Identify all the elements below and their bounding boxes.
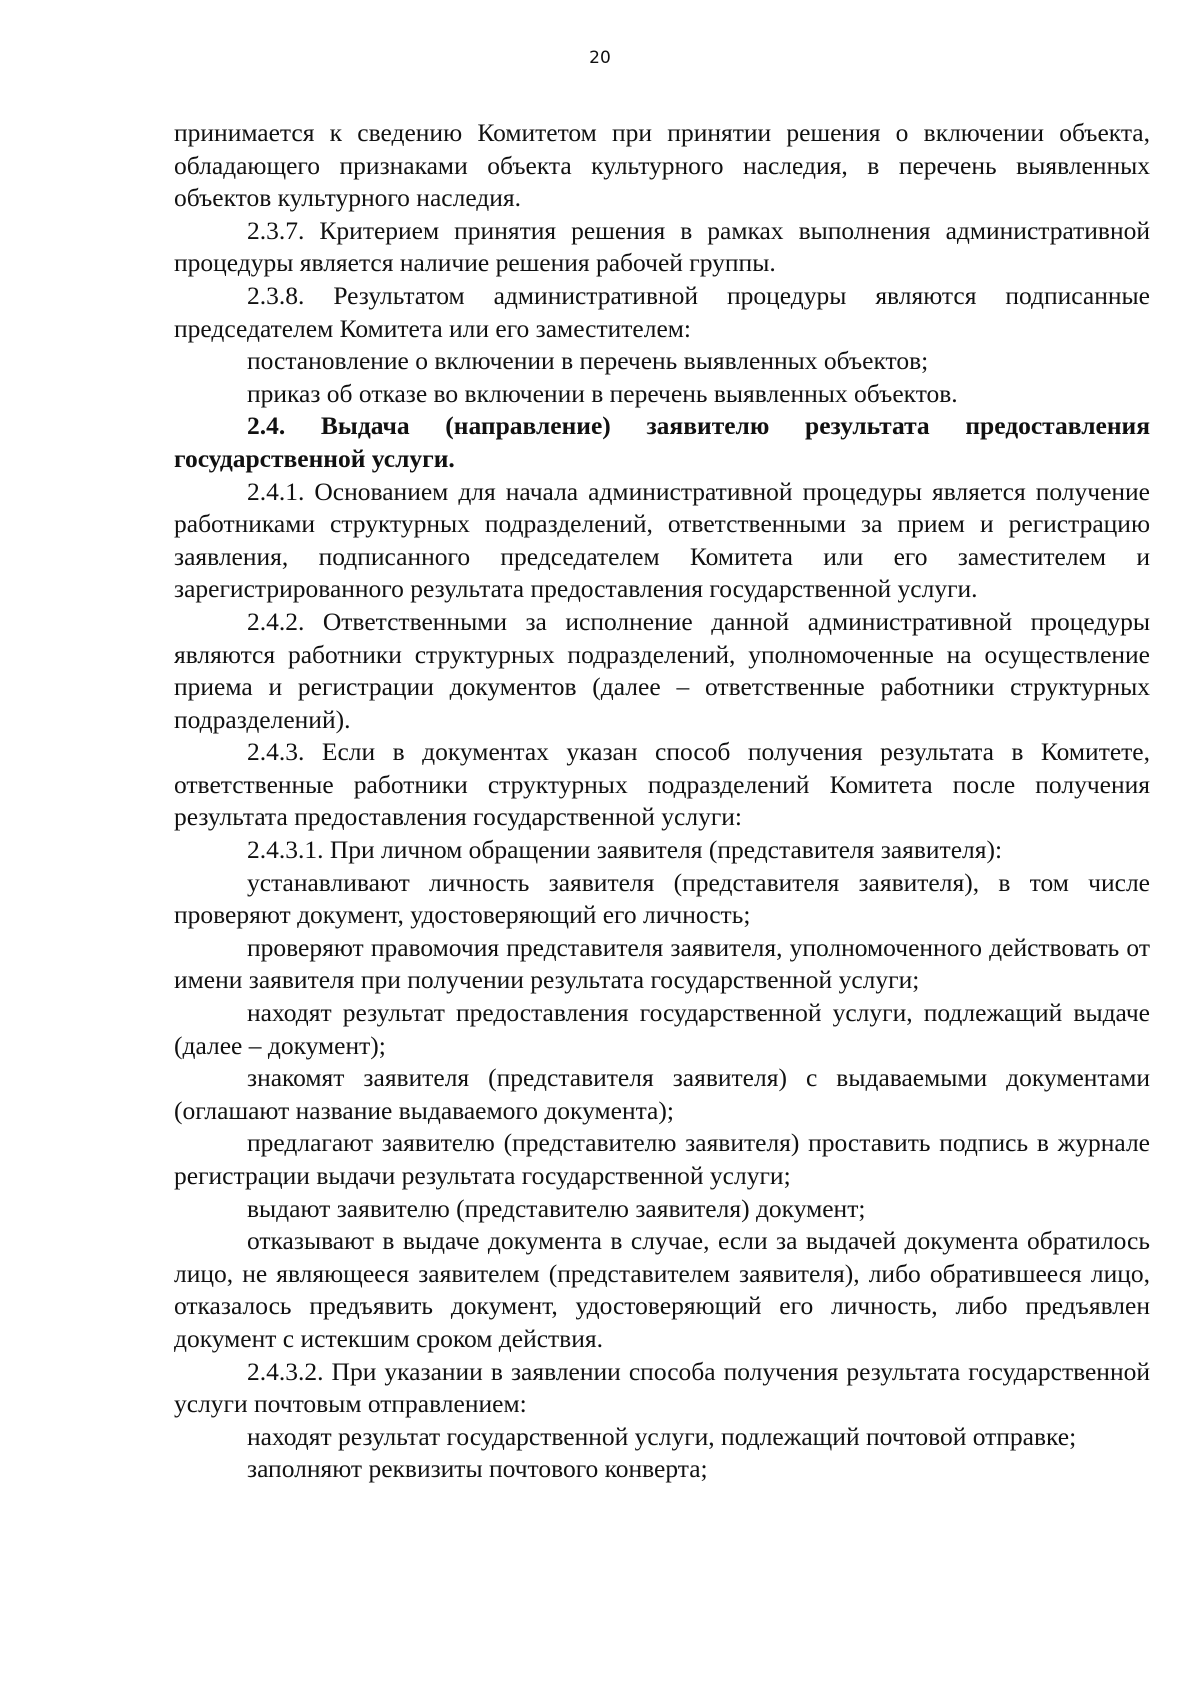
paragraph-2-4-3-2: 2.4.3.2. При указании в заявлении способа получения результата государственной услуги почтовым отправлением: bbox=[174, 1356, 1150, 1419]
list-item-signature: предлагают заявителю (представителю заявителя) проставить подпись в журнале регистрации выдачи результата государственной услуги; bbox=[174, 1128, 1150, 1190]
list-item-check-authority: проверяют правомочия представителя заявителя, уполномоченного действовать от имени заявителя при получении результата государственной услуги; bbox=[174, 932, 1150, 995]
document-body bbox=[174, 117, 1150, 1486]
list-item-refuse: отказывают в выдаче документа в случае, если за выдачей документа обратилось лицо, не являющееся заявителем (представителем заявителя), либо обратившееся лицо, отказалось предъявить документ, удостоверяющий его личность, либо предъявлен документ с истекшим сроком действия. bbox=[174, 1226, 1150, 1353]
list-item-find-mail: находят результат государственной услуги, подлежащий почтовой отправке; bbox=[247, 1421, 1077, 1451]
section-heading-2-4: 2.4. Выдача (направление) заявителю результата предоставления государственной услуги. bbox=[174, 411, 1150, 473]
paragraph-2-4-2: 2.4.2. Ответственными за исполнение данной административной процедуры являются работники структурных подразделений, уполномоченные на осуществление приема и регистрации документов (далее – ответственные работники структурных подразделений). bbox=[174, 606, 1150, 734]
list-item-find-result: находят результат предоставления государственной услуги, подлежащий выдаче (далее – документ); bbox=[174, 998, 1150, 1060]
list-item-resolution: постановление о включении в перечень выявленных объектов; bbox=[247, 346, 929, 376]
paragraph-2-4-1: 2.4.1. Основанием для начала административной процедуры является получение работниками структурных подразделений, ответственными за прием и регистрацию заявления, подписанного председателем Комитета или его заместителем и зарегистрированного результата предоставления государственной услуги. bbox=[174, 476, 1150, 604]
paragraph-2-3-7: 2.3.7. Критерием принятия решения в рамках выполнения административной процедуры является наличие решения рабочей группы. bbox=[174, 215, 1150, 278]
paragraph-2-3-8: 2.3.8. Результатом административной процедуры являются подписанные председателем Комитета или его заместителем: bbox=[174, 280, 1150, 343]
list-item-envelope: заполняют реквизиты почтового конверта; bbox=[247, 1454, 708, 1484]
list-item-issue: выдают заявителю (представителю заявителя) документ; bbox=[247, 1193, 866, 1223]
paragraph-2-4-3: 2.4.3. Если в документах указан способ получения результата в Комитете, ответственные работники структурных подразделений Комитета после получения результата предоставления государственной услуги: bbox=[174, 737, 1150, 832]
list-item-identify: устанавливают личность заявителя (представителя заявителя), в том числе проверяют документ, удостоверяющий его личность; bbox=[174, 867, 1150, 930]
page-number: 20 bbox=[589, 48, 611, 68]
paragraph-continuation: принимается к сведению Комитетом при принятии решения о включении объекта, обладающего признаками объекта культурного наследия, в перечень выявленных объектов культурного наследия. bbox=[174, 118, 1150, 213]
list-item-acquaint: знакомят заявителя (представителя заявителя) с выдаваемыми документами (оглашают название выдаваемого документа); bbox=[174, 1063, 1150, 1125]
list-item-refusal-order: приказ об отказе во включении в перечень выявленных объектов. bbox=[247, 378, 958, 408]
paragraph-2-4-3-1: 2.4.3.1. При личном обращении заявителя (представителя заявителя): bbox=[247, 835, 1003, 865]
